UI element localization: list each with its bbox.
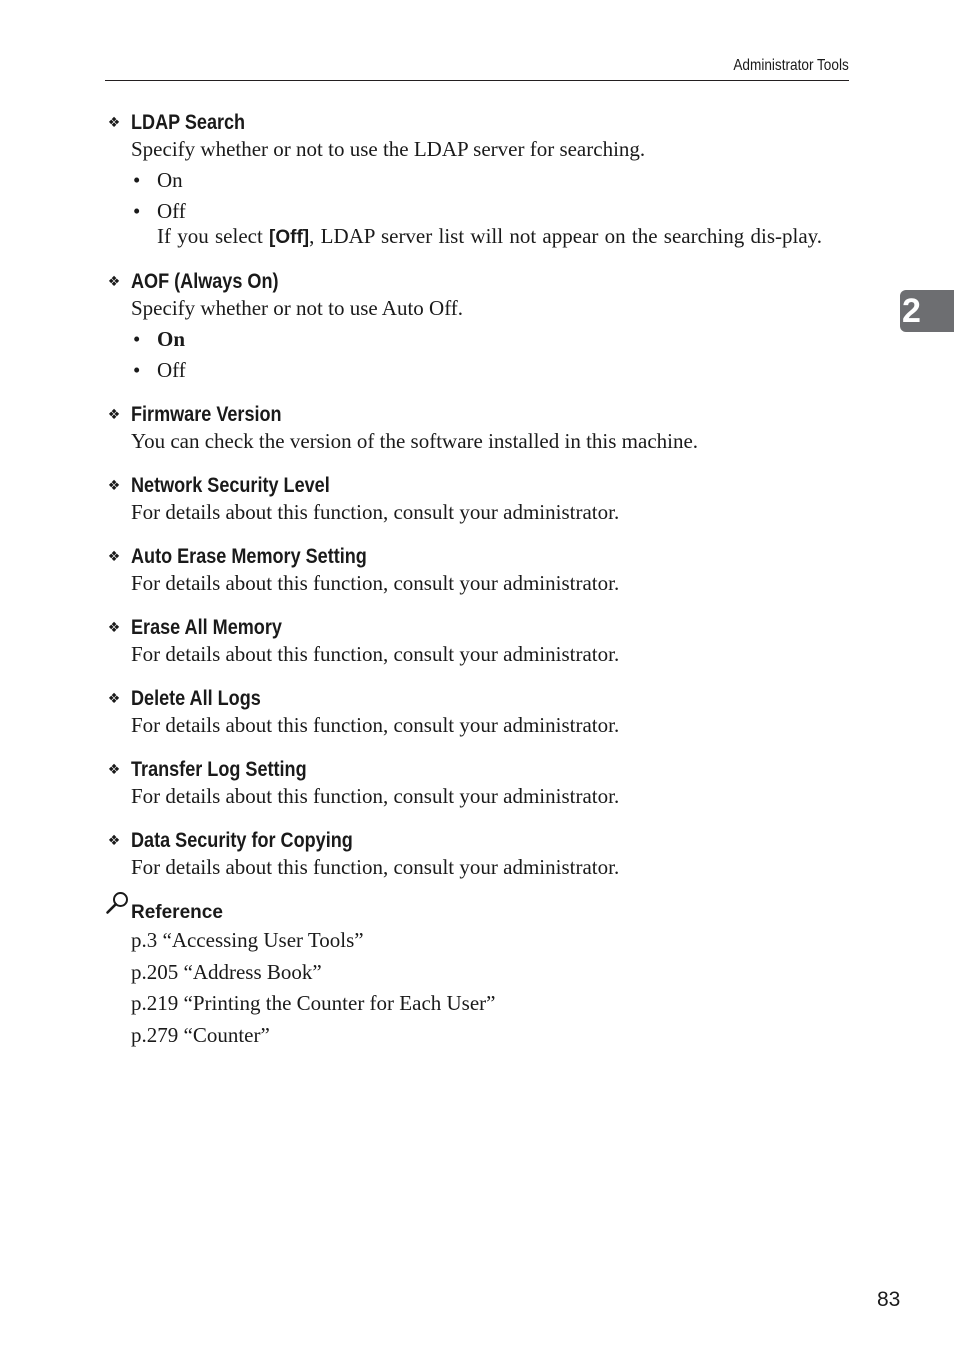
note-text-after: , LDAP server list will not appear on the searching dis-play. xyxy=(309,224,823,248)
diamond-bullet-icon: ❖ xyxy=(107,407,121,423)
heading-text: LDAP Search xyxy=(131,111,246,134)
page-header xyxy=(105,56,849,81)
diamond-bullet-icon: ❖ xyxy=(107,762,121,778)
note-key-label: [Off] xyxy=(269,227,310,248)
section-heading xyxy=(105,401,849,429)
section-heading xyxy=(105,685,849,713)
section-data-security-copying xyxy=(105,827,849,880)
section-auto-erase-memory xyxy=(105,543,849,596)
section-description: Specify whether or not to use the LDAP server for searching. xyxy=(131,137,646,161)
chapter-tab: 2 xyxy=(900,290,954,332)
bullet-dot-icon: • xyxy=(133,168,141,192)
option-label: Off xyxy=(157,358,186,382)
section-description: Specify whether or not to use Auto Off. xyxy=(131,296,464,320)
section-description: For details about this function, consult your administrator. xyxy=(131,784,620,808)
section-erase-all-memory xyxy=(105,614,849,667)
bullet-dot-icon: • xyxy=(133,358,141,382)
option-note xyxy=(157,224,849,250)
section-description: You can check the version of the software installed in this machine. xyxy=(131,429,699,453)
diamond-bullet-icon: ❖ xyxy=(107,549,121,565)
section-ldap-search xyxy=(105,109,849,250)
reference-list xyxy=(131,928,849,1048)
section-heading xyxy=(105,756,849,784)
page-content xyxy=(105,109,849,1054)
reference-link[interactable]: p.219 “Printing the Counter for Each User” xyxy=(131,991,496,1015)
section-heading xyxy=(105,827,849,855)
heading-text: Auto Erase Memory Setting xyxy=(131,545,367,568)
heading-text: Erase All Memory xyxy=(131,616,282,639)
heading-text: Data Security for Copying xyxy=(131,829,353,852)
option-item xyxy=(131,358,849,383)
section-description: For details about this function, consult your administrator. xyxy=(131,500,620,524)
section-heading xyxy=(105,472,849,500)
section-heading xyxy=(105,109,849,137)
option-label: Off xyxy=(157,199,186,223)
reference-block xyxy=(105,898,849,1048)
option-list xyxy=(131,327,849,383)
diamond-bullet-icon: ❖ xyxy=(107,274,121,290)
reference-title: Reference xyxy=(131,902,223,923)
section-heading xyxy=(105,614,849,642)
heading-text: Network Security Level xyxy=(131,474,330,497)
option-item-default xyxy=(131,327,849,352)
heading-text: Firmware Version xyxy=(131,403,282,426)
reference-link[interactable]: p.279 “Counter” xyxy=(131,1022,270,1047)
section-transfer-log-setting xyxy=(105,756,849,809)
diamond-bullet-icon: ❖ xyxy=(107,691,121,707)
option-list xyxy=(131,168,849,250)
reference-heading xyxy=(105,898,849,928)
reference-link[interactable]: p.205 “Address Book” xyxy=(131,959,322,984)
bullet-dot-icon: • xyxy=(133,199,141,223)
heading-text: Delete All Logs xyxy=(131,687,261,710)
heading-text: Transfer Log Setting xyxy=(131,758,307,781)
section-description: For details about this function, consult your administrator. xyxy=(131,571,620,595)
reference-link[interactable]: p.3 “Accessing User Tools” xyxy=(131,928,364,952)
diamond-bullet-icon: ❖ xyxy=(107,478,121,494)
section-network-security-level xyxy=(105,472,849,525)
magnifier-icon xyxy=(105,890,131,916)
section-heading xyxy=(105,543,849,571)
option-label: On xyxy=(157,327,186,351)
diamond-bullet-icon: ❖ xyxy=(107,833,121,849)
section-aof xyxy=(105,268,849,383)
section-firmware-version xyxy=(105,401,849,454)
page-number: 83 xyxy=(877,1288,901,1311)
option-item xyxy=(131,168,849,193)
section-description: For details about this function, consult your administrator. xyxy=(131,855,620,879)
section-heading xyxy=(105,268,849,296)
option-label: On xyxy=(157,168,183,192)
section-delete-all-logs xyxy=(105,685,849,738)
option-item xyxy=(131,199,849,250)
section-description: For details about this function, consult your administrator. xyxy=(131,642,620,666)
diamond-bullet-icon: ❖ xyxy=(107,620,121,636)
header-title: Administrator Tools xyxy=(733,57,849,74)
heading-text: AOF (Always On) xyxy=(131,270,279,293)
note-text-before: If you select xyxy=(157,224,270,248)
diamond-bullet-icon: ❖ xyxy=(107,115,121,131)
section-description: For details about this function, consult your administrator. xyxy=(131,713,620,737)
bullet-dot-icon: • xyxy=(133,327,141,351)
